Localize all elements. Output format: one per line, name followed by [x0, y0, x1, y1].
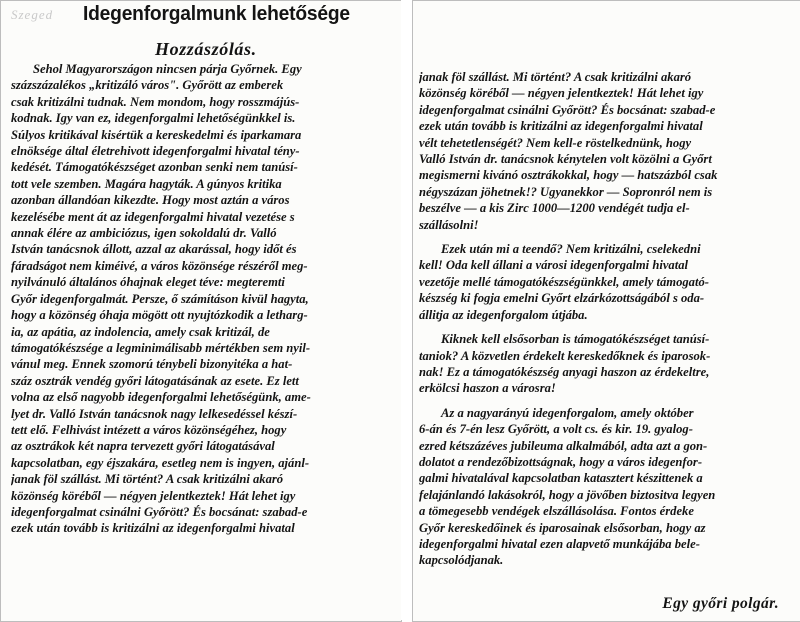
signature: Egy győri polgár. — [662, 595, 779, 612]
left-column — [11, 61, 395, 537]
text-line: támogatókészsége a legminimálisabb mértékben sem nyil- — [11, 340, 311, 355]
text-line: taniok? A közvetlen érdekelt kereskedőknek és iparosok- — [419, 348, 711, 363]
paragraph — [419, 405, 791, 569]
text-line: a tömegesebb vendégek elszállásolása. Fontos érdeke — [419, 504, 694, 519]
text-line: vezetője mellé támogatókészségünkkel, amely támogató- — [419, 274, 709, 289]
text-line: ezred kétszázéves jubileuma alkalmából, adta azt a gon- — [419, 438, 708, 453]
text-line: Ezek után mi a teendő? Nem kritizálni, cselekedni — [441, 242, 701, 257]
text-line: csak kritizálni tudnak. Nem mondom, hogy rosszmájús- — [11, 94, 300, 109]
clipping-gutter — [401, 0, 411, 620]
text-line: szállásolni! — [419, 217, 479, 232]
text-line: Győr kereskedőinek és iparosainak elsősorban, hogy az — [419, 520, 706, 535]
text-line: kapcsolatban, egy éjszakára, esetleg nem is ingyen, ajánl- — [11, 455, 310, 470]
text-line: Sehol Magyarországon nincsen párja Győrnek. Egy — [33, 62, 302, 76]
text-line: hogy a közönség óhaja mögött ott nyujtózkodik a letharg- — [11, 308, 308, 323]
text-line: kodnak. Igy van ez, idegenforgalmi lehetőségünkkel is. — [11, 111, 296, 126]
article-title: Idegenforgalmunk lehetősége — [83, 3, 350, 25]
text-line: azonban állandóan kikezdte. Hogy most aztán a város — [11, 193, 290, 208]
paragraph — [419, 69, 791, 233]
text-line: Az a nagyarányú idegenforgalom, amely október — [441, 405, 694, 420]
text-line: elnöksége által életrehivott idegenforgalmi hivatal tény- — [11, 144, 300, 159]
text-line: beszélve — a kis Zirc 1000—1200 vendégét tudja el- — [419, 201, 690, 216]
text-line: állitja az idegenforgalom útjába. — [419, 307, 588, 322]
paragraph — [419, 331, 791, 397]
text-line: idegenforgalmat csinálni Győrött? És bocsánat: szabad-e — [419, 102, 716, 117]
text-line: tott vele szemben. Magára hagyták. A gúnyos kritika — [11, 176, 282, 191]
right-column — [419, 69, 791, 569]
text-line: megismerni kivánó osztrákokkal, hogy — hatszázból csak — [419, 168, 718, 183]
text-line: ezek után tovább is kritizálni az idegenforgalmi hivatal — [11, 521, 295, 536]
text-line: idegenforgalmi hivatal ezen alapvető munkájába bele- — [419, 536, 700, 551]
text-line: százszázalékos „kritizáló város". Győrött az emberek — [11, 78, 284, 93]
text-line: felajánlandó lakásokról, hogy a jövőben biztositva legyen — [419, 487, 716, 502]
text-line: janak föl szállást. Mi történt? A csak kritizálni akaró — [11, 472, 284, 487]
text-line: vélt tehetetlenségét? Nem kell-e röstelkednünk, hogy — [419, 135, 692, 150]
text-line: galmi hivatalával kapcsolatban katasztert készittenek a — [419, 471, 703, 486]
text-line: ia, az apátia, az indolencia, amely csak kritizál, de — [11, 324, 270, 339]
text-line: István tanácsnok állott, azzal az akarással, hogy időt és — [11, 242, 297, 257]
text-line: Valló István dr. tanácsnok kénytelen volt közölni a Győrt — [419, 152, 712, 167]
text-line: kezelésébe ment át az idegenforgalmi hivatal vezetése s — [11, 209, 295, 224]
text-line: tett elő. Felhivást intézett a város közönségéhez, hogy — [11, 422, 287, 437]
text-line: fáradságot nem kiméivé, a város közönsége részéről meg- — [11, 258, 308, 273]
text-line: készség ki fogja emelni Győrt elzárkózottságából s oda- — [419, 291, 705, 306]
text-line: erkölcsi haszon a városra! — [419, 381, 556, 396]
text-line: kedését. Támogatókészséget azonban senki nem tanúsí- — [11, 160, 298, 175]
text-line: közönség köréből — négyen jelentkeztek! Hát lehet igy — [419, 86, 704, 101]
text-line: Súlyos kritikával kisértük a kereskedelmi és iparkamara — [11, 127, 302, 142]
text-line: az osztrákok két napra tervezett győri látogatásával — [11, 439, 275, 454]
text-line: nyilvánuló általános óhajnak eleget téve: megteremti — [11, 275, 285, 290]
text-line: annak élére az ambiciózus, igen sokoldalú dr. Valló — [11, 226, 277, 241]
text-line: száz osztrák vendég győri látogatásának az esete. Ez lett — [11, 373, 299, 388]
paragraph — [419, 241, 791, 323]
header-smudge: Szeged — [11, 7, 54, 22]
text-line: ezek után tovább is kritizálni az idegenforgalmi hivatal — [419, 119, 703, 134]
text-line: nak! Ez a támogatókészség anyagi haszon az érdekeltre, — [419, 364, 710, 379]
text-line: vánul meg. Ennek szomorú ténybeli bizonyitéka a hat- — [11, 357, 293, 372]
text-line: négyszázan jöhetnek!? Ugyanekkor — Sopronról nem is — [419, 184, 713, 199]
article-subtitle: Hozzászólás. — [155, 39, 257, 59]
text-line: kapcsolódjanak. — [419, 553, 504, 568]
text-line: Győr idegenforgalmát. Persze, ő számításon kivül hagyta, — [11, 291, 309, 306]
text-line: kell! Oda kell állani a városi idegenforgalmi hivatal — [419, 258, 689, 273]
text-line: dolatot a rendezőbizottságnak, hogy a város idegenfor- — [419, 454, 703, 469]
text-line: 6-án és 7-én lesz Győrött, a volt cs. és kir. 19. gyalog- — [419, 422, 693, 437]
right-clipping — [412, 0, 800, 622]
text-line: közönség köréből — négyen jelentkeztek! Hát lehet igy — [11, 488, 296, 503]
text-line: lyet dr. Valló István tanácsnok nagy lelkesedéssel készí- — [11, 406, 298, 421]
text-line: volna az első nagyobb idegenforgalmi lehetőségünk, ame- — [11, 390, 311, 405]
text-line: janak föl szállást. Mi történt? A csak kritizálni akaró — [419, 70, 692, 84]
text-line: Kiknek kell elsősorban is támogatókészséget tanúsí- — [441, 332, 710, 347]
left-paragraph — [11, 61, 395, 537]
text-line: idegenforgalmat csinálni Győrött? És bocsánat: szabad-e — [11, 504, 308, 519]
